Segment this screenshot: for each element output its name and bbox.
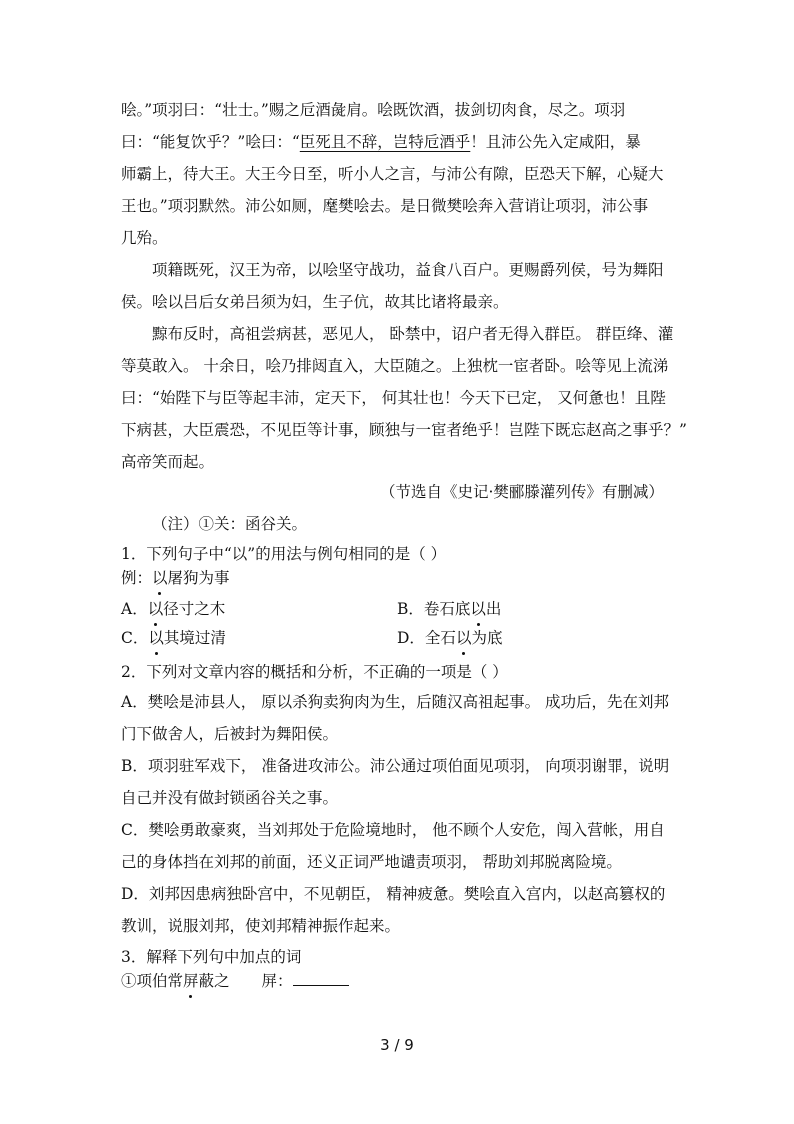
option-b-line[interactable]: 自己并没有做封锁函谷关之事。	[121, 789, 339, 807]
option-c-line[interactable]: 己的身体挡在刘邦的前面，还义正词严地谴责项羽， 帮助刘邦脱离险境。	[121, 853, 622, 871]
option-a-line[interactable]: A．樊哙是沛县人， 原以杀狗卖狗肉为生，后随汉高祖起事。 成功后，先在刘邦	[121, 693, 670, 711]
option-label: D．全石	[397, 629, 456, 647]
option-label: A．	[121, 600, 148, 618]
passage-note: （注）①关：函谷关。	[152, 515, 308, 533]
option-a[interactable]	[121, 597, 225, 621]
passage-text: ！且沛公先入定咸阳，暴	[470, 133, 641, 151]
passage-line: 黥布反时，高祖尝病甚，恶见人， 卧禁中，诏户者无得入群臣。 群臣绛、灌	[152, 325, 674, 343]
item-text: ①项伯常	[121, 972, 184, 990]
option-text: 出	[485, 600, 502, 618]
option-c[interactable]	[121, 626, 226, 650]
question-3-stem: 3．解释下列句中加点的词	[121, 948, 302, 966]
question-1-example	[121, 566, 794, 590]
dotted-char: 以	[470, 597, 486, 621]
passage-line: 高帝笑而起。	[121, 453, 215, 471]
question-1-stem: 1．下列句子中“以”的用法与例句相同的是（ ）	[121, 545, 447, 563]
dotted-char: 以	[148, 626, 164, 650]
passage-line: 等莫敢入。 十余日，哙乃排闼直入，大臣随之。上独枕一宦者卧。哙等见上流涕	[121, 357, 669, 375]
underlined-sentence: 臣死且不辞，岂特卮酒乎	[299, 133, 471, 151]
dotted-char: 以	[456, 626, 472, 650]
question-3-item	[121, 969, 794, 993]
item-text: 蔽之	[198, 972, 230, 990]
passage-line: 王也。”项羽默然。沛公如厕，麾樊哙去。是日微樊哙奔入营诮让项羽，沛公事	[121, 197, 649, 215]
answer-blank[interactable]	[293, 969, 349, 986]
option-b[interactable]	[397, 597, 501, 621]
option-text: 为底	[471, 629, 503, 647]
passage-line: 师霸上，待大王。大王今日至，听小人之言，与沛公有隙，臣恐天下解，心疑大	[121, 165, 664, 183]
option-d-line[interactable]: 教训，说服刘邦，使刘邦精神振作起来。	[121, 917, 401, 935]
option-label: C．	[121, 629, 149, 647]
dotted-char: 屏	[183, 969, 199, 993]
dotted-char: 以	[148, 597, 164, 621]
passage-line: 项籍既死，汉王为帝，以哙坚守战功，益食八百户。更赐爵列侯，号为舞阳	[152, 261, 664, 279]
option-text: 其境过清	[163, 629, 226, 647]
example-text: 屠狗为事	[167, 569, 230, 587]
answer-label: 屏：	[261, 972, 293, 990]
passage-line: 下病甚，大臣震恐，不见臣等计事，顾独与一宦者绝乎！岂陛下既忘赵高之事乎？”	[121, 421, 687, 439]
dotted-char: 以	[152, 566, 168, 590]
passage-line: 侯。哙以吕后女弟吕须为妇，生子伉，故其比诸将最亲。	[121, 293, 509, 311]
passage-line: 几殆。	[121, 229, 168, 247]
option-a-line[interactable]: 门下做舍人，后被封为舞阳侯。	[121, 725, 339, 743]
passage-line	[121, 130, 794, 154]
option-b-line[interactable]: B．项羽驻军戏下， 准备进攻沛公。沛公通过项伯面见项羽， 向项羽谢罪，说明	[121, 757, 670, 775]
option-c-line[interactable]: C．樊哙勇敢豪爽，当刘邦处于危险境地时， 他不顾个人安危，闯入营帐，用自	[121, 821, 665, 839]
question-2-stem: 2．下列对文章内容的概括和分析，不正确的一项是（ ）	[121, 663, 508, 681]
passage-text: 曰：“能复饮乎？”哙曰：“	[121, 133, 300, 151]
passage-source: （节选自《史记·樊郦滕灌列传》有删减）	[380, 483, 664, 501]
page-number: 3 / 9	[380, 1036, 414, 1054]
example-label: 例：	[121, 569, 153, 587]
passage-line: 曰：“始陛下与臣等起丰沛，定天下， 何其壮也！今天下已定， 又何惫也！且陛	[121, 389, 666, 407]
option-label: B．卷石底	[397, 600, 471, 618]
option-d[interactable]	[397, 626, 502, 650]
option-d-line[interactable]: D．刘邦因患病独卧宫中，不见朝臣， 精神疲惫。樊哙直入宫内，以赵高篡权的	[121, 885, 666, 903]
option-text: 径寸之木	[163, 600, 226, 618]
passage-line: 哙。”项羽曰：“壮士。”赐之卮酒彘肩。哙既饮酒，拔剑切肉食，尽之。项羽	[121, 101, 626, 119]
